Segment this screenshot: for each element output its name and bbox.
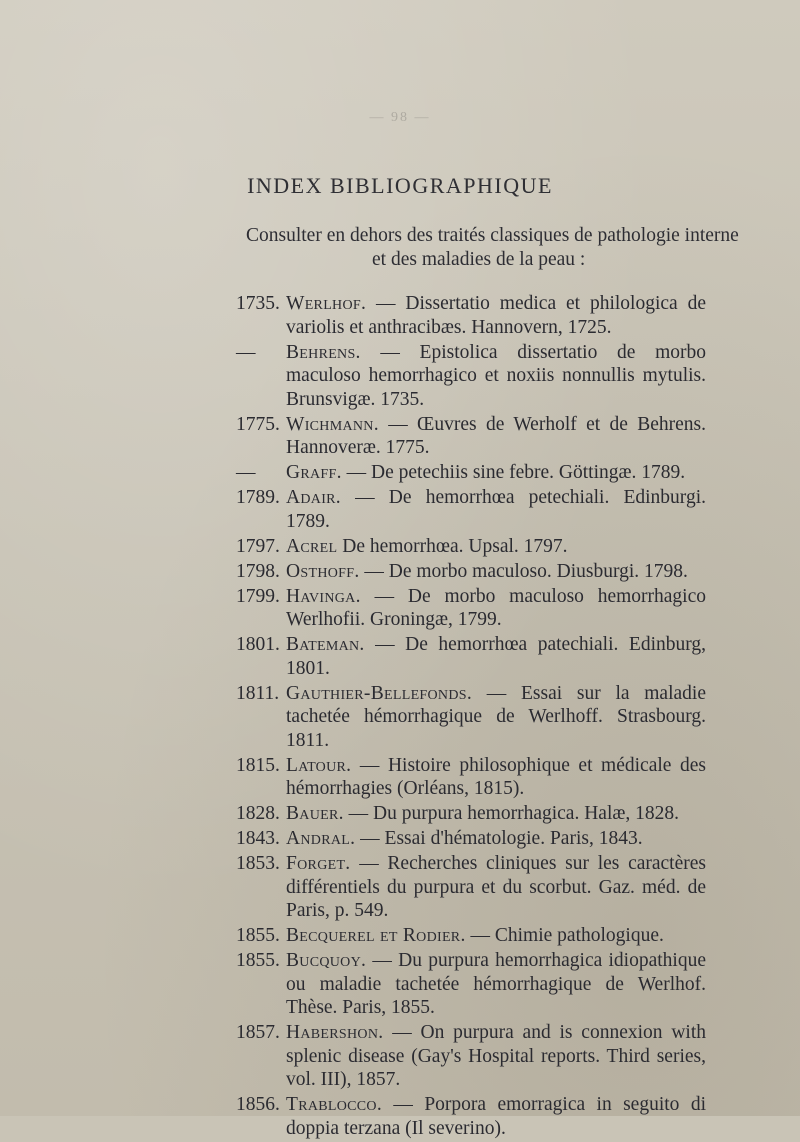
entry-author: Graff. [286, 462, 342, 483]
entry-text: — De hemorrhœa petechiali. Edinburgi. 1789. [286, 487, 706, 532]
entry-author: Latour. [286, 754, 352, 776]
entry-text: — Essai sur la maladie tachetée hémorrhagique de Werlhoff. Strasbourg. 1811. [286, 682, 706, 751]
bibliography-entry [236, 461, 706, 485]
entry-text: — De hemorrhœa patechiali. Edinburg, 1801. [286, 634, 706, 679]
entry-text: — Du purpura hemorrhagica. Halæ, 1828. [343, 803, 680, 824]
bibliography-entry [236, 949, 706, 1020]
entry-text: — Essai d'hématologie. Paris, 1843. [355, 828, 643, 849]
bibliography-entry [236, 852, 706, 923]
entry-year: 1828. [236, 803, 280, 824]
bibliography-list [236, 292, 706, 1142]
entry-year: 1811. [236, 682, 280, 704]
bibliography-entry [236, 560, 706, 584]
page-title: INDEX BIBLIOGRAPHIQUE [247, 173, 553, 198]
bibliography-entry [236, 924, 706, 948]
entry-text: — Recherches cliniques sur les caractères différentiels du purpura et du scorbut. Gaz. méd. de Paris, p. 549. [286, 853, 706, 921]
entry-text: — Œuvres de Werholf et de Behrens. Hannoveræ. 1775. [286, 413, 706, 458]
entry-year: 1801. [236, 634, 280, 655]
entry-year: 1855. [236, 950, 280, 971]
entry-year: — [236, 341, 256, 363]
entry-year: 1799. [236, 585, 280, 607]
bibliography-entry [236, 535, 706, 559]
entry-author: Havinga. [286, 585, 361, 607]
entry-author: Habershon. [286, 1022, 384, 1043]
bibliography-entry [236, 292, 706, 339]
entry-year: 1789. [236, 487, 280, 508]
entry-year: 1843. [236, 828, 280, 849]
entry-author: Gauthier-Bellefonds. [286, 682, 473, 704]
bibliography-entry [236, 633, 706, 680]
bibliography-entry [236, 1093, 706, 1140]
entry-text: — Du purpura hemorrhagica idiopathique ou maladie tachetée hémorrhagique de Werlhof. Thèse. Paris, 1855. [286, 950, 706, 1018]
entry-year: 1798. [236, 560, 280, 582]
intro-line-1: Consulter en dehors des traités classiques de pathologie interne [246, 225, 739, 246]
bibliography-entry [236, 827, 706, 851]
bibliography-entry [236, 486, 706, 533]
entry-year: 1735. [236, 293, 280, 314]
bibliography-entry [236, 1021, 706, 1092]
entry-year: 1815. [236, 754, 280, 776]
entry-year: 1853. [236, 853, 280, 874]
entry-author: Forget. [286, 853, 351, 874]
intro-line-2: et des maladies de la peau : [372, 249, 586, 270]
entry-year: — [236, 462, 256, 483]
entry-text: De hemorrhœa. Upsal. 1797. [337, 535, 568, 557]
entry-author: Bateman. [286, 634, 365, 655]
entry-text: — On purpura and is connexion with splenic disease (Gay's Hospital reports. Third series, vol. III), 1857. [286, 1022, 706, 1090]
entry-author: Bauer. [286, 803, 344, 824]
bibliography-entry [236, 682, 706, 753]
entry-year: 1797. [236, 535, 280, 557]
entry-text: — Chimie pathologique. [465, 925, 664, 946]
entry-author: Bucquoy. [286, 950, 367, 971]
entry-text: — De morbo maculoso. Diusburgi. 1798. [359, 560, 688, 582]
bibliography-entry [236, 341, 706, 412]
entry-year: 1857. [236, 1022, 280, 1043]
entry-text: — Porpora emorragica in seguito di doppia terzana (Il severino). [286, 1094, 706, 1139]
entry-author: Trablocco. [286, 1094, 383, 1115]
bibliography-entry [236, 754, 706, 801]
entry-author: Wichmann. [286, 413, 379, 435]
bibliography-entry [236, 802, 706, 826]
entry-text: — Epistolica dissertatio de morbo maculoso hemorrhagico et noxiis nonnullis mytulis. Brunsvigæ. 1735. [286, 341, 706, 410]
entry-text: — Histoire philosophique et médicale des hémorrhagies (Orléans, 1815). [286, 754, 706, 799]
entry-author: Becquerel et Rodier. [286, 925, 466, 946]
entry-year: 1775. [236, 413, 280, 435]
entry-year: 1855. [236, 925, 280, 946]
entry-author: Adair. [286, 487, 341, 508]
entry-year: 1856. [236, 1094, 280, 1115]
bibliography-entry [236, 585, 706, 632]
entry-author: Osthoff. [286, 560, 360, 582]
entry-author: Behrens. [286, 341, 361, 363]
page-number: — 98 — [369, 110, 431, 125]
entry-author: Andral. [286, 828, 356, 849]
bibliography-entry [236, 413, 706, 460]
entry-author: Werlhof. [286, 293, 367, 314]
entry-text: — De petechiis sine febre. Göttingæ. 1789. [341, 462, 686, 483]
entry-text: — De morbo maculoso hemorrhagico Werlhofii. Groningæ, 1799. [286, 585, 706, 630]
entry-author: Acrel [286, 535, 338, 557]
entry-text: — Dissertatio medica et philologica de variolis et anthracibæs. Hannovern, 1725. [286, 293, 706, 338]
